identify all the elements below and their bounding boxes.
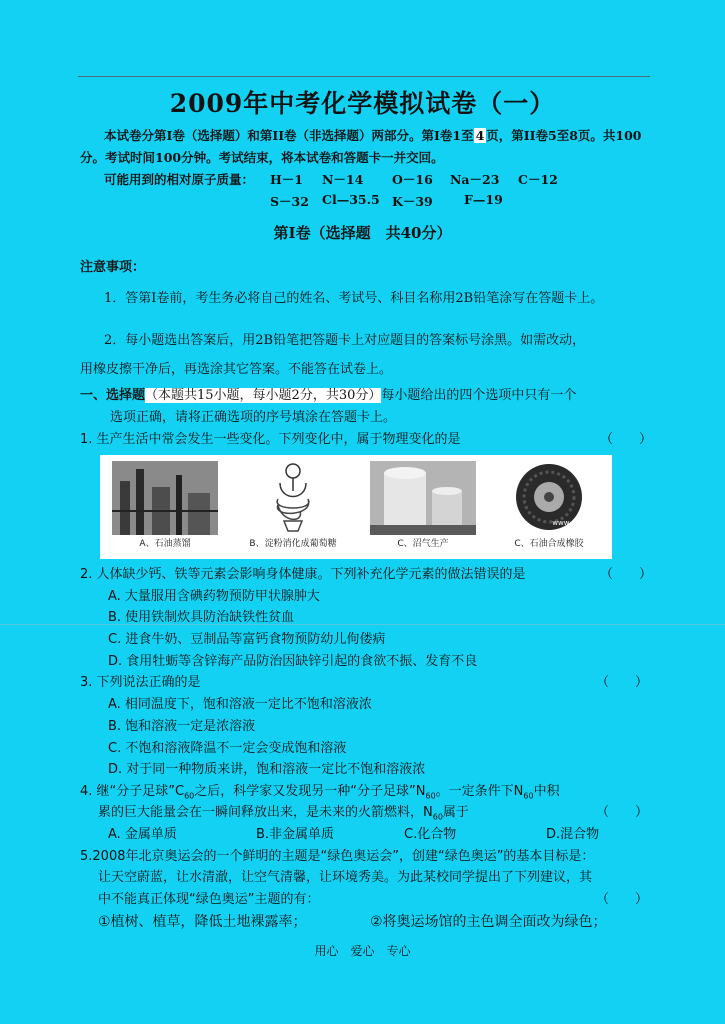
- q4-option-d: D.混合物: [546, 827, 600, 842]
- q3-option-d: D. 对于同一种物质来讲，饱和溶液一定比不饱和溶液浓: [108, 762, 426, 777]
- q1-caption-a: A、石油蒸馏: [139, 539, 191, 549]
- biogas-tank-image: [370, 461, 476, 535]
- part-1-line-2: 选项正确，请将正确选项的序号填涂在答题卡上。: [110, 410, 397, 425]
- atomic-mass-h: H－1: [270, 172, 304, 187]
- highlighted-page-number: 4: [475, 128, 485, 143]
- q4-line-1: 4. 继“分子足球$”C_{60}$之后，科学家又发现另一种“分子足球$”N_{60}$。一定条件下$N_{60}$中积: [80, 784, 560, 801]
- q5-line-2: 让天空蔚蓝，让水清澈，让空气清馨，让环境秀美。为此某校同学提出了下列建议，其: [98, 870, 593, 885]
- q1-figure-c: [364, 459, 482, 555]
- atomic-mass-n: N－14: [322, 172, 364, 187]
- page-footer: 用心 爱心 专心: [314, 944, 411, 958]
- digestive-system-image: [240, 461, 346, 535]
- q1-answer-paren: （ ）: [600, 432, 653, 447]
- q4-option-c: C.化合物: [404, 827, 457, 842]
- q4-option-b: B.非金属单质: [256, 827, 335, 842]
- atomic-mass-cl: Cl—35.5: [322, 192, 380, 207]
- notes-heading: 注意事项：: [80, 260, 146, 275]
- section-1-title: 第I卷（选择题 共40分）: [273, 224, 452, 242]
- atomic-mass-f: F—19: [464, 192, 503, 207]
- q1-caption-d: C、石油合成橡胶: [514, 539, 584, 549]
- intro-line-1: 本试卷分第I卷（选择题）和第II卷（非选择题）两部分。第I卷1至 4 页，第II卷5至8页。共100: [104, 128, 642, 143]
- q1-figure-a: [106, 459, 224, 555]
- q3-option-c: C. 不饱和溶液降温不一定会变成饱和溶液: [108, 741, 347, 756]
- q1-figure-strip: [100, 455, 612, 559]
- q5-suggestion-2: ②将奥运场馆的主色调全面改为绿色；: [370, 914, 607, 930]
- q3-stem: 3. 下列说法正确的是: [80, 675, 201, 690]
- atomic-mass-k: K－39: [392, 194, 433, 209]
- atomic-mass-c: C－12: [518, 172, 558, 187]
- q5-line-1: 5.2008年北京奥运会的一个鲜明的主题是“绿色奥运会”，创建“绿色奥运”的基本目标是：: [80, 849, 595, 864]
- faint-divider: [0, 624, 725, 625]
- q5-suggestion-1: ①植树、植草，降低土地裸露率；: [98, 914, 307, 930]
- atomic-mass-o: O－16: [392, 172, 433, 187]
- q1-figure-d: [490, 459, 608, 555]
- refinery-image: [112, 461, 218, 535]
- q5-answer-paren: （ ）: [596, 892, 649, 907]
- q2-option-b: B. 使用铁制炊具防治缺铁性贫血: [108, 610, 295, 625]
- top-rule: [78, 76, 650, 77]
- q3-option-b: B. 饱和溶液一定是浓溶液: [108, 719, 256, 734]
- q1-figure-b: [234, 459, 352, 555]
- q2-option-c: C. 进食牛奶、豆制品等富钙食物预防幼儿佝偻病: [108, 632, 386, 647]
- page-title: 2009年中考化学模拟试卷（一）: [169, 89, 556, 118]
- atomic-mass-s: S－32: [270, 194, 309, 209]
- q2-stem: 2. 人体缺少钙、铁等元素会影响身体健康。下列补充化学元素的做法错误的是: [80, 567, 526, 582]
- q3-option-a: A. 相同温度下，饱和溶液一定比不饱和溶液浓: [108, 697, 372, 712]
- q1-caption-c: C、沼气生产: [397, 539, 449, 549]
- q2-answer-paren: （ ）: [600, 567, 653, 582]
- q5-line-3: 中不能真正体现“绿色奥运”主题的有：: [98, 892, 320, 907]
- q2-option-a: A. 大量服用含碘药物预防甲状腺肿大: [108, 589, 320, 604]
- tire-watermark: www.mmm.cn: [552, 519, 602, 527]
- intro-line-2: 分。考试时间100分钟。考试结束，将本试卷和答题卡一并交回。: [80, 150, 444, 165]
- notes-item-2-line-1: 2．每小题选出答案后，用2B铅笔把答题卡上对应题目的答案标号涂黑。如需改动，: [104, 333, 586, 348]
- q1-caption-b: B、淀粉消化成葡萄糖: [249, 539, 337, 549]
- q4-option-a: A. 金属单质: [108, 827, 177, 842]
- notes-item-2-line-2: 用橡皮擦干净后，再选涂其它答案。不能答在试卷上。: [80, 362, 393, 377]
- part-1-heading: 一、选择题（本题共15小题，每小题2分，共30分）每小题给出的四个选项中只有一个: [80, 388, 577, 403]
- atomic-mass-na: Na－23: [450, 172, 500, 187]
- q1-stem: 1. 生产生活中常会发生一些变化。下列变化中，属于物理变化的是: [80, 432, 461, 447]
- notes-item-1: 1．答第I卷前，考生务必将自己的姓名、考试号、科目名称用2B铅笔涂写在答题卡上。: [104, 291, 604, 306]
- q2-option-d: D. 食用牡蛎等含锌海产品防治因缺锌引起的食欲不振、发育不良: [108, 654, 478, 669]
- atomic-mass-label: 可能用到的相对原子质量：: [104, 172, 255, 187]
- q3-answer-paren: （ ）: [596, 675, 649, 690]
- q4-answer-paren: （ ）: [596, 805, 649, 820]
- q4-line-2: 累的巨大能量会在一瞬间释放出来，是未来的火箭燃料，$N_{60}$属于: [98, 805, 469, 822]
